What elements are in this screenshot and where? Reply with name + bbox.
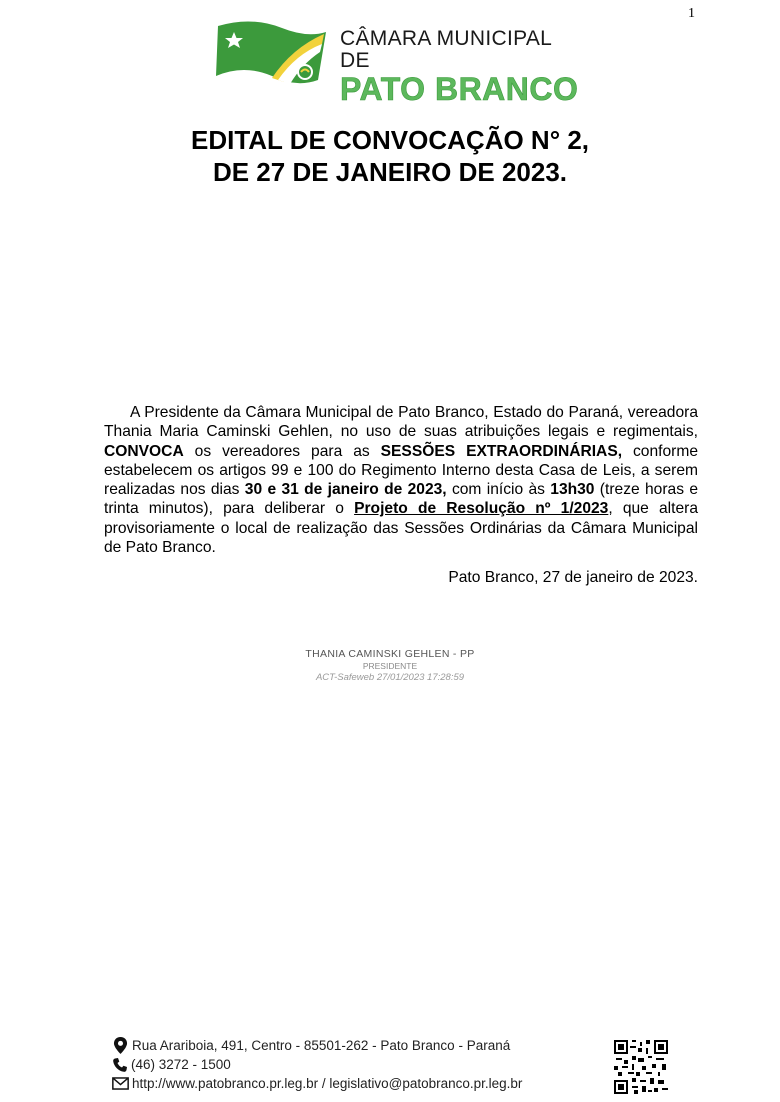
body-text-4: com início às	[446, 481, 551, 499]
body-text-6: , que altera provisoriamente o local de realização das Sessões Ordinárias da Câmara Municipal de Pato Branco.	[104, 500, 698, 557]
footer-address: Rua Arariboia, 491, Centro - 85501-262 - Pato Branco - Paraná	[132, 1038, 511, 1053]
body-bold-projeto: Projeto de Resolução nº 1/2023	[354, 500, 609, 518]
signature-name: THANIA CAMINSKI GEHLEN - PP	[305, 648, 475, 660]
camara-logo	[212, 18, 582, 107]
envelope-icon	[112, 1077, 129, 1090]
body-text-3: conforme estabelecem os artigos 99 e 100 do Regimento Interno desta Casa de Leis, a serem realizadas nos dias	[104, 442, 699, 499]
body-bold-dates: 30 e 31 de janeiro de 2023,	[244, 481, 447, 499]
footer-address-row	[112, 1036, 522, 1055]
digital-signature	[280, 648, 500, 683]
signature-role: PRESIDENTE	[362, 661, 418, 671]
body-text-1: A Presidente da Câmara Municipal de Pato Branco, Estado do Paraná, vereadora Thania Maria Caminski Gehlen, no uso de suas atribuições legais e regimentais,	[104, 404, 698, 441]
body-bold-time: 13h30	[550, 481, 595, 499]
signature-stamp: ACT-Safeweb 27/01/2023 17:28:59	[315, 672, 465, 683]
footer-phone-row	[112, 1055, 522, 1074]
logo-line1: CÂMARA MUNICIPAL DE	[340, 27, 552, 72]
map-pin-icon	[112, 1036, 129, 1055]
footer	[112, 1036, 522, 1093]
phone-icon	[112, 1057, 128, 1073]
footer-web-email: http://www.patobranco.pr.leg.br / legislativo@patobranco.pr.leg.br	[132, 1076, 523, 1091]
convocation-paragraph	[104, 403, 698, 557]
title-line2: DE 27 DE JANEIRO DE 2023.	[212, 157, 568, 187]
date-line: Pato Branco, 27 de janeiro de 2023.	[448, 569, 698, 586]
document-title	[0, 124, 780, 188]
body-text-2: os vereadores para as	[183, 442, 381, 460]
body-bold-convoca: CONVOCA	[104, 442, 184, 460]
page-number: 1	[688, 6, 695, 21]
body-text-5: (treze horas e trinta minutos), para deliberar o	[104, 481, 698, 518]
body-bold-sessoes: SESSÕES EXTRAORDINÁRIAS,	[380, 442, 623, 460]
title-line1: EDITAL DE CONVOCAÇÃO N° 2,	[190, 125, 590, 155]
logo-line2: PATO BRANCO	[340, 71, 579, 107]
logo-wordmark	[340, 28, 582, 106]
footer-web-row	[112, 1074, 522, 1093]
qr-code	[614, 1040, 668, 1094]
flag-emblem-icon	[212, 18, 332, 88]
footer-phone: (46) 3272 - 1500	[131, 1057, 231, 1072]
